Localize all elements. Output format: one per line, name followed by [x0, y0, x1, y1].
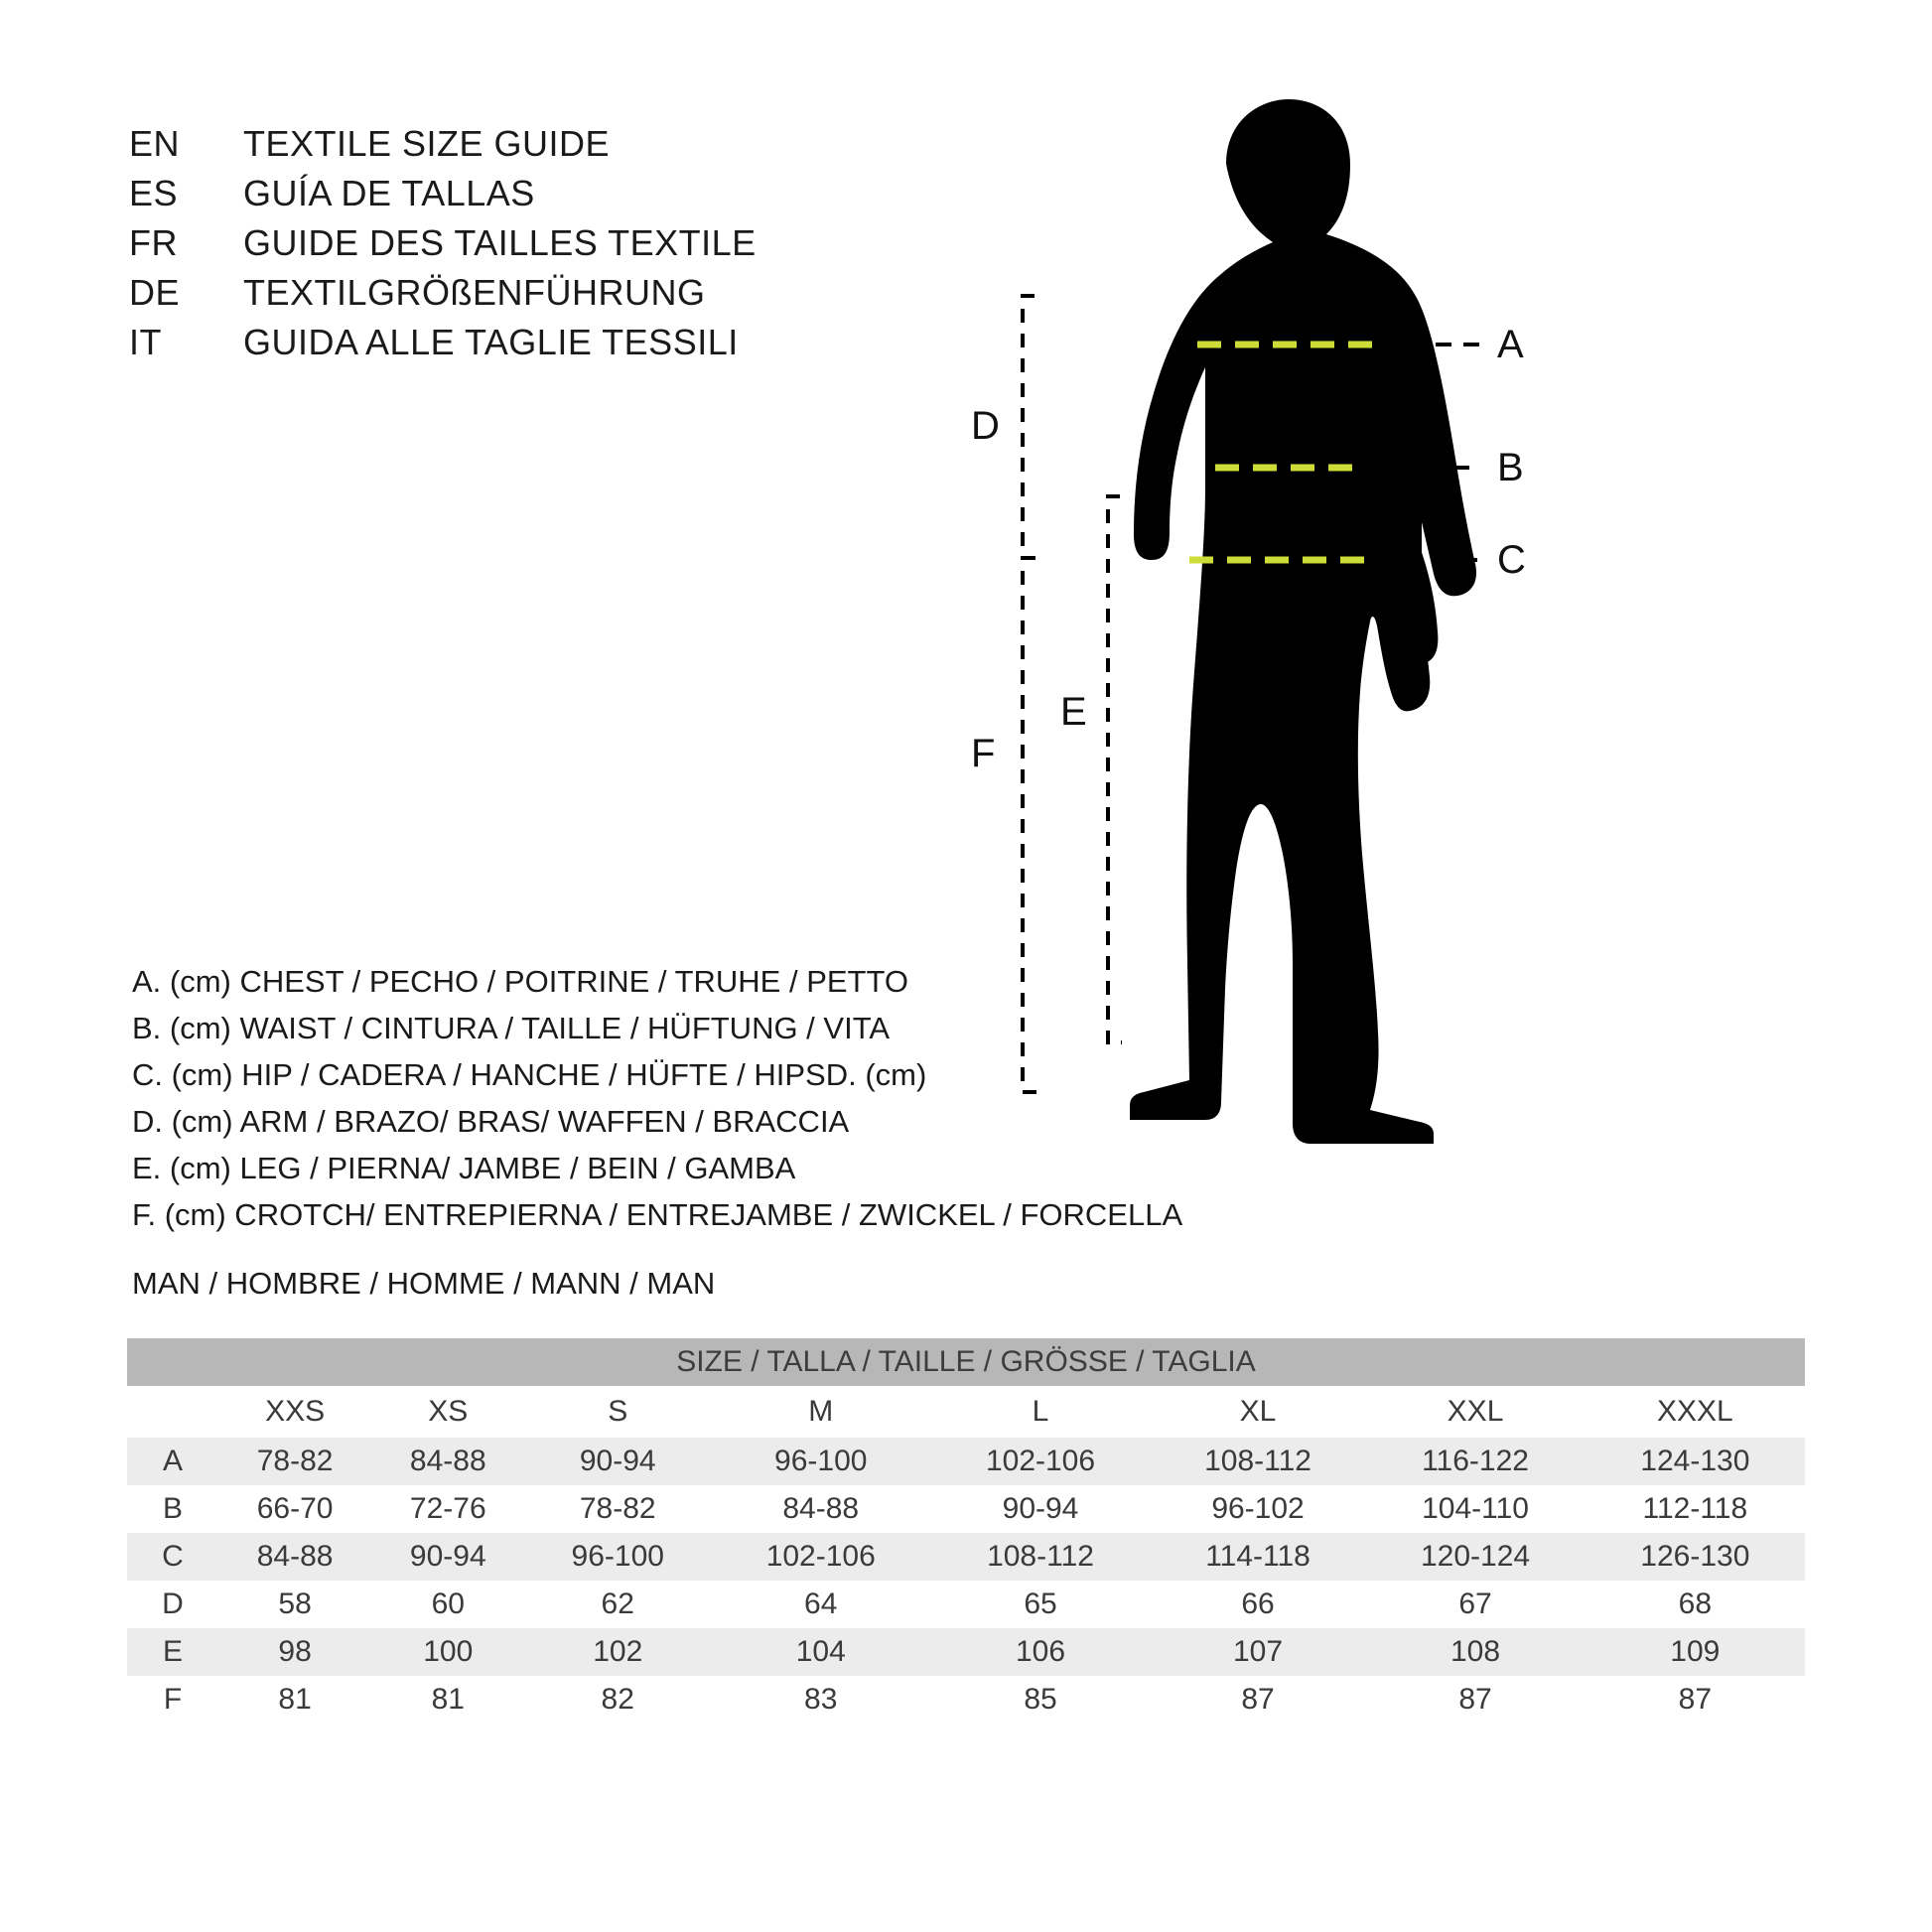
table-cell: 90-94: [930, 1485, 1150, 1533]
language-row: [129, 268, 923, 318]
language-code: IT: [129, 322, 162, 362]
table-cell: 100: [371, 1628, 524, 1676]
column-header: M: [711, 1386, 930, 1438]
column-header: L: [930, 1386, 1150, 1438]
table-cell: 60: [371, 1581, 524, 1628]
table-cell: 67: [1365, 1581, 1585, 1628]
row-label: D: [127, 1581, 218, 1628]
table-cell: 84-88: [371, 1438, 524, 1485]
column-header: S: [524, 1386, 711, 1438]
table-cell: 124-130: [1586, 1438, 1805, 1485]
legend-item-b: B. (cm) WAIST / CINTURA / TAILLE / HÜFTUNG / VITA: [132, 1011, 891, 1045]
language-row: [129, 119, 923, 169]
row-label: C: [127, 1533, 218, 1581]
table-cell: 98: [218, 1628, 371, 1676]
column-header: XS: [371, 1386, 524, 1438]
table-cell: 102: [524, 1628, 711, 1676]
language-title: GUIDE DES TAILLES TEXTILE: [243, 222, 757, 263]
table-cell: 112-118: [1586, 1485, 1805, 1533]
language-row: [129, 218, 923, 268]
table-column-headers: [127, 1386, 1805, 1438]
language-row: [129, 169, 923, 218]
label-d: D: [971, 404, 1000, 448]
table-row: [127, 1438, 1805, 1485]
table-cell: 83: [711, 1676, 930, 1724]
size-table-wrapper: [127, 1338, 1805, 1724]
table-cell: 87: [1365, 1676, 1585, 1724]
language-title: GUÍA DE TALLAS: [243, 173, 535, 213]
table-cell: 102-106: [711, 1533, 930, 1581]
table-cell: 104-110: [1365, 1485, 1585, 1533]
table-cell: 106: [930, 1628, 1150, 1676]
table-cell: 108-112: [1151, 1438, 1366, 1485]
table-cell: 114-118: [1151, 1533, 1366, 1581]
row-label: B: [127, 1485, 218, 1533]
size-table: [127, 1338, 1805, 1724]
legend-item-e: E. (cm) LEG / PIERNA/ JAMBE / BEIN / GAMBA: [132, 1151, 796, 1185]
table-cell: 108-112: [930, 1533, 1150, 1581]
body-measurement-diagram: [971, 69, 1886, 1211]
table-cell: 108: [1365, 1628, 1585, 1676]
column-header: XXS: [218, 1386, 371, 1438]
table-cell: 84-88: [711, 1485, 930, 1533]
table-row: [127, 1676, 1805, 1724]
legend-item-d: D. (cm) ARM / BRAZO/ BRAS/ WAFFEN / BRACCIA: [132, 1104, 850, 1139]
table-cell: 87: [1586, 1676, 1805, 1724]
table-cell: 90-94: [371, 1533, 524, 1581]
bracket-f: [1023, 558, 1036, 1092]
table-cell: 102-106: [930, 1438, 1150, 1485]
label-f: F: [971, 732, 996, 775]
table-cell: 62: [524, 1581, 711, 1628]
table-cell: 68: [1586, 1581, 1805, 1628]
table-row: [127, 1628, 1805, 1676]
table-cell: 104: [711, 1628, 930, 1676]
language-title: TEXTILGRÖßENFÜHRUNG: [243, 272, 706, 313]
table-cell: 78-82: [218, 1438, 371, 1485]
table-cell: 96-100: [711, 1438, 930, 1485]
column-header: XXXL: [1586, 1386, 1805, 1438]
language-code: ES: [129, 173, 179, 213]
table-cell: 96-102: [1151, 1485, 1366, 1533]
table-cell: 85: [930, 1676, 1150, 1724]
table-cell: 116-122: [1365, 1438, 1585, 1485]
table-cell: 66: [1151, 1581, 1366, 1628]
column-header: XXL: [1365, 1386, 1585, 1438]
bracket-e: [1108, 496, 1122, 1042]
language-code: EN: [129, 123, 181, 164]
row-label: A: [127, 1438, 218, 1485]
table-cell: 96-100: [524, 1533, 711, 1581]
table-cell: 120-124: [1365, 1533, 1585, 1581]
row-label: E: [127, 1628, 218, 1676]
table-cell: 90-94: [524, 1438, 711, 1485]
table-cell: 107: [1151, 1628, 1366, 1676]
table-cell: 109: [1586, 1628, 1805, 1676]
table-cell: 72-76: [371, 1485, 524, 1533]
language-title: TEXTILE SIZE GUIDE: [243, 123, 611, 164]
table-cell: 81: [371, 1676, 524, 1724]
table-cell: 87: [1151, 1676, 1366, 1724]
language-row: [129, 318, 923, 367]
table-cell: 65: [930, 1581, 1150, 1628]
table-cell: 126-130: [1586, 1533, 1805, 1581]
language-code: FR: [129, 222, 178, 263]
table-cell: 82: [524, 1676, 711, 1724]
legend-item-a: A. (cm) CHEST / PECHO / POITRINE / TRUHE / PETTO: [132, 964, 908, 999]
language-title-block: [129, 119, 923, 367]
table-cell: 66-70: [218, 1485, 371, 1533]
table-row: [127, 1485, 1805, 1533]
legend-item-f: F. (cm) CROTCH/ ENTREPIERNA / ENTREJAMBE / ZWICKEL / FORCELLA: [132, 1197, 1183, 1232]
label-c: C: [1497, 538, 1526, 582]
table-row: [127, 1581, 1805, 1628]
size-band-label: SIZE / TALLA / TAILLE / GRÖSSE / TAGLIA: [127, 1338, 1805, 1386]
table-cell: 58: [218, 1581, 371, 1628]
gender-label: MAN / HOMBRE / HOMME / MANN / MAN: [132, 1266, 716, 1301]
label-a: A: [1497, 323, 1524, 366]
row-label: F: [127, 1676, 218, 1724]
corner-cell: [127, 1386, 218, 1438]
table-cell: 81: [218, 1676, 371, 1724]
table-cell: 78-82: [524, 1485, 711, 1533]
column-header: XL: [1151, 1386, 1366, 1438]
bracket-d: [1023, 296, 1036, 558]
language-code: DE: [129, 272, 181, 313]
table-cell: 84-88: [218, 1533, 371, 1581]
label-e: E: [1060, 690, 1087, 734]
label-b: B: [1497, 446, 1524, 489]
language-title: GUIDA ALLE TAGLIE TESSILI: [243, 322, 739, 362]
man-silhouette: [1130, 99, 1476, 1144]
table-cell: 64: [711, 1581, 930, 1628]
table-band-row: [127, 1338, 1805, 1386]
table-row: [127, 1533, 1805, 1581]
legend-item-c: C. (cm) HIP / CADERA / HANCHE / HÜFTE / HIPSD. (cm): [132, 1057, 927, 1092]
